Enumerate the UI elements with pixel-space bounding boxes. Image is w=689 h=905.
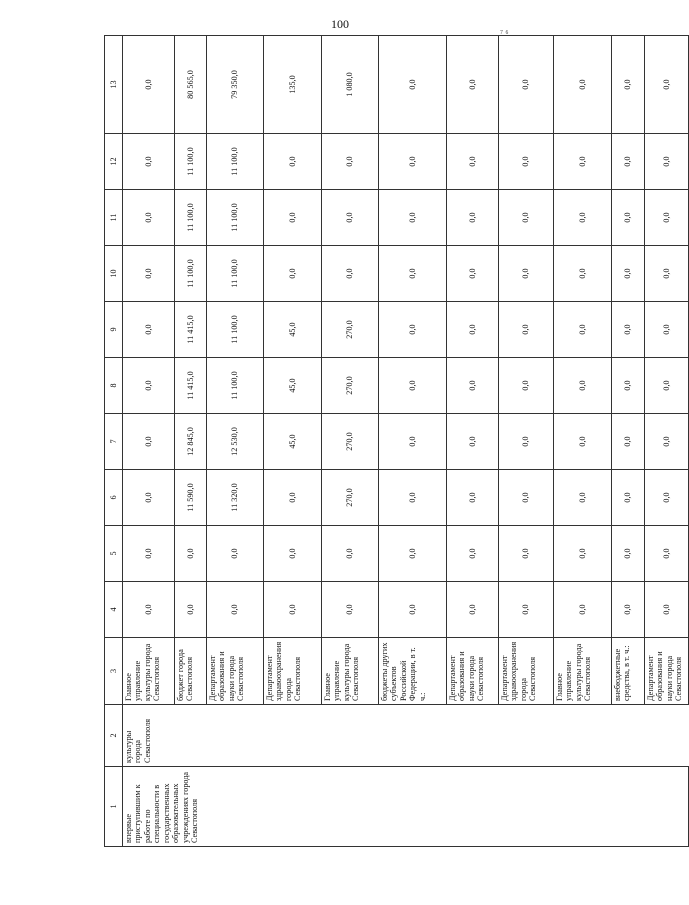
amount-cell-col-9: 0,0 bbox=[379, 302, 447, 358]
amount-cell-col-13: 0,0 bbox=[379, 36, 447, 134]
page-number: 100 bbox=[331, 17, 349, 31]
amount-cell-col-9: 0,0 bbox=[447, 302, 499, 358]
amount-cell-col-10: 0,0 bbox=[264, 246, 322, 302]
amount-cell-col-8: 11 415,0 bbox=[175, 358, 207, 414]
amount-cell-col-10: 11 100,0 bbox=[207, 246, 264, 302]
amount-cell-col-8: 0,0 bbox=[379, 358, 447, 414]
funding-source-cell: Главное управление культуры города Севастополя bbox=[123, 638, 175, 705]
amount-cell-col-9: 0,0 bbox=[554, 302, 612, 358]
amount-cell-col-6: 0,0 bbox=[612, 470, 645, 526]
amount-cell-col-11: 0,0 bbox=[123, 190, 175, 246]
amount-cell-col-5: 0,0 bbox=[379, 526, 447, 582]
amount-cell-col-9: 0,0 bbox=[123, 302, 175, 358]
amount-cell-col-4: 0,0 bbox=[264, 582, 322, 638]
amount-cell-col-6: 11 320,0 bbox=[207, 470, 264, 526]
amount-cell-col-10: 0,0 bbox=[554, 246, 612, 302]
funding-source-cell: внебюджетные средства, в т. ч.: bbox=[612, 638, 645, 705]
amount-cell-col-7: 12 530,0 bbox=[207, 414, 264, 470]
amount-cell-col-8: 45,0 bbox=[264, 358, 322, 414]
amount-cell-col-12: 0,0 bbox=[379, 134, 447, 190]
funding-source-cell: бюджет города Севастополя bbox=[175, 638, 207, 705]
amount-cell-col-9: 0,0 bbox=[645, 302, 689, 358]
column-number-11: 11 bbox=[105, 190, 123, 246]
amount-cell-col-13: 0,0 bbox=[645, 36, 689, 134]
amount-cell-col-4: 0,0 bbox=[322, 582, 379, 638]
amount-cell-col-6: 0,0 bbox=[123, 470, 175, 526]
amount-cell-col-12: 0,0 bbox=[645, 134, 689, 190]
amount-cell-col-4: 0,0 bbox=[207, 582, 264, 638]
amount-cell-col-8: 0,0 bbox=[554, 358, 612, 414]
amount-cell-col-8: 0,0 bbox=[123, 358, 175, 414]
amount-cell-col-11: 0,0 bbox=[645, 190, 689, 246]
funding-source-cell: Департамент здравоохранения города Севастополя bbox=[499, 638, 554, 705]
amount-cell-col-4: 0,0 bbox=[499, 582, 554, 638]
amount-cell-col-12: 0,0 bbox=[322, 134, 379, 190]
corner-mark: ₇ ₆ bbox=[500, 24, 509, 34]
amount-cell-col-12: 11 100,0 bbox=[175, 134, 207, 190]
amount-cell-col-13: 0,0 bbox=[554, 36, 612, 134]
amount-cell-col-13: 0,0 bbox=[447, 36, 499, 134]
amount-cell-col-12: 0,0 bbox=[554, 134, 612, 190]
amount-cell-col-11: 0,0 bbox=[379, 190, 447, 246]
amount-cell-col-7: 0,0 bbox=[379, 414, 447, 470]
amount-cell-col-4: 0,0 bbox=[645, 582, 689, 638]
column-number-13: 13 bbox=[105, 36, 123, 134]
amount-cell-col-5: 0,0 bbox=[499, 526, 554, 582]
amount-cell-col-6: 0,0 bbox=[447, 470, 499, 526]
amount-cell-col-4: 0,0 bbox=[554, 582, 612, 638]
amount-cell-col-9: 11 100,0 bbox=[207, 302, 264, 358]
funding-source-cell: Департамент образования и науки города Севастополя bbox=[645, 638, 689, 705]
funding-source-cell: Главное управление культуры города Севастополя bbox=[322, 638, 379, 705]
column-number-8: 8 bbox=[105, 358, 123, 414]
amount-cell-col-12: 0,0 bbox=[499, 134, 554, 190]
amount-cell-col-12: 11 100,0 bbox=[207, 134, 264, 190]
table-body bbox=[105, 36, 689, 847]
amount-cell-col-13: 1 080,0 bbox=[322, 36, 379, 134]
amount-cell-col-11: 0,0 bbox=[264, 190, 322, 246]
amount-cell-col-6: 0,0 bbox=[554, 470, 612, 526]
column-number-2: 2 bbox=[105, 705, 123, 767]
amount-cell-col-7: 45,0 bbox=[264, 414, 322, 470]
amount-cell-col-5: 0,0 bbox=[645, 526, 689, 582]
amount-cell-col-4: 0,0 bbox=[175, 582, 207, 638]
amount-cell-col-10: 11 100,0 bbox=[175, 246, 207, 302]
amount-cell-col-11: 0,0 bbox=[554, 190, 612, 246]
amount-cell-col-10: 0,0 bbox=[322, 246, 379, 302]
amount-cell-col-9: 270,0 bbox=[322, 302, 379, 358]
amount-cell-col-7: 0,0 bbox=[499, 414, 554, 470]
amount-cell-col-5: 0,0 bbox=[264, 526, 322, 582]
amount-cell-col-4: 0,0 bbox=[612, 582, 645, 638]
amount-cell-col-13: 80 565,0 bbox=[175, 36, 207, 134]
amount-cell-col-12: 0,0 bbox=[123, 134, 175, 190]
amount-cell-col-11: 0,0 bbox=[612, 190, 645, 246]
amount-cell-col-8: 0,0 bbox=[499, 358, 554, 414]
amount-cell-col-8: 11 100,0 bbox=[207, 358, 264, 414]
amount-cell-col-10: 0,0 bbox=[612, 246, 645, 302]
amount-cell-col-6: 0,0 bbox=[264, 470, 322, 526]
amount-cell-col-6: 11 590,0 bbox=[175, 470, 207, 526]
amount-cell-col-8: 0,0 bbox=[612, 358, 645, 414]
amount-cell-col-6: 270,0 bbox=[322, 470, 379, 526]
amount-cell-col-11: 0,0 bbox=[499, 190, 554, 246]
amount-cell-col-5: 0,0 bbox=[612, 526, 645, 582]
amount-cell-col-7: 0,0 bbox=[123, 414, 175, 470]
rotated-table-container bbox=[104, 36, 684, 847]
column-number-row bbox=[105, 36, 123, 847]
column-number-3: 3 bbox=[105, 638, 123, 705]
amount-cell-col-4: 0,0 bbox=[123, 582, 175, 638]
amount-cell-col-9: 45,0 bbox=[264, 302, 322, 358]
amount-cell-col-7: 0,0 bbox=[612, 414, 645, 470]
amount-cell-col-7: 0,0 bbox=[645, 414, 689, 470]
measure-description-cell: впервые приступившим к работе по специальности в государственных образовательных учреждениях города Севастополя bbox=[123, 767, 689, 847]
amount-cell-col-8: 0,0 bbox=[645, 358, 689, 414]
amount-cell-col-6: 0,0 bbox=[499, 470, 554, 526]
amount-cell-col-9: 0,0 bbox=[499, 302, 554, 358]
amount-cell-col-11: 0,0 bbox=[322, 190, 379, 246]
amount-cell-col-5: 0,0 bbox=[123, 526, 175, 582]
responsible-executor-cell: культуры города Севастополя bbox=[123, 705, 689, 767]
amount-cell-col-12: 0,0 bbox=[447, 134, 499, 190]
amount-cell-col-10: 0,0 bbox=[645, 246, 689, 302]
budget-table bbox=[104, 35, 689, 847]
amount-cell-col-10: 0,0 bbox=[123, 246, 175, 302]
amount-cell-col-13: 0,0 bbox=[123, 36, 175, 134]
amount-cell-col-11: 0,0 bbox=[447, 190, 499, 246]
funding-source-cell: Департамент образования и науки города Севастополя bbox=[207, 638, 264, 705]
amount-cell-col-5: 0,0 bbox=[447, 526, 499, 582]
table-row bbox=[123, 36, 175, 847]
column-number-1: 1 bbox=[105, 767, 123, 847]
amount-cell-col-9: 11 415,0 bbox=[175, 302, 207, 358]
funding-source-cell: Главное управление культуры города Севастополя bbox=[554, 638, 612, 705]
amount-cell-col-4: 0,0 bbox=[447, 582, 499, 638]
amount-cell-col-5: 0,0 bbox=[175, 526, 207, 582]
amount-cell-col-5: 0,0 bbox=[207, 526, 264, 582]
column-number-5: 5 bbox=[105, 526, 123, 582]
amount-cell-col-5: 0,0 bbox=[554, 526, 612, 582]
amount-cell-col-11: 11 100,0 bbox=[207, 190, 264, 246]
amount-cell-col-13: 135,0 bbox=[264, 36, 322, 134]
amount-cell-col-6: 0,0 bbox=[645, 470, 689, 526]
column-number-9: 9 bbox=[105, 302, 123, 358]
amount-cell-col-9: 0,0 bbox=[612, 302, 645, 358]
column-number-4: 4 bbox=[105, 582, 123, 638]
amount-cell-col-4: 0,0 bbox=[379, 582, 447, 638]
funding-source-cell: бюджеты других субъектов Российской Федерации, в т. ч.: bbox=[379, 638, 447, 705]
column-number-6: 6 bbox=[105, 470, 123, 526]
amount-cell-col-8: 270,0 bbox=[322, 358, 379, 414]
amount-cell-col-10: 0,0 bbox=[379, 246, 447, 302]
amount-cell-col-10: 0,0 bbox=[499, 246, 554, 302]
funding-source-cell: Департамент образования и науки города Севастополя bbox=[447, 638, 499, 705]
amount-cell-col-12: 0,0 bbox=[264, 134, 322, 190]
amount-cell-col-13: 0,0 bbox=[499, 36, 554, 134]
amount-cell-col-8: 0,0 bbox=[447, 358, 499, 414]
column-number-10: 10 bbox=[105, 246, 123, 302]
amount-cell-col-10: 0,0 bbox=[447, 246, 499, 302]
amount-cell-col-12: 0,0 bbox=[612, 134, 645, 190]
amount-cell-col-7: 0,0 bbox=[447, 414, 499, 470]
amount-cell-col-7: 12 845,0 bbox=[175, 414, 207, 470]
amount-cell-col-7: 270,0 bbox=[322, 414, 379, 470]
amount-cell-col-13: 79 350,0 bbox=[207, 36, 264, 134]
column-number-12: 12 bbox=[105, 134, 123, 190]
amount-cell-col-13: 0,0 bbox=[612, 36, 645, 134]
amount-cell-col-5: 0,0 bbox=[322, 526, 379, 582]
column-number-7: 7 bbox=[105, 414, 123, 470]
amount-cell-col-11: 11 100,0 bbox=[175, 190, 207, 246]
amount-cell-col-6: 0,0 bbox=[379, 470, 447, 526]
funding-source-cell: Департамент здравоохранения города Севастополя bbox=[264, 638, 322, 705]
amount-cell-col-7: 0,0 bbox=[554, 414, 612, 470]
